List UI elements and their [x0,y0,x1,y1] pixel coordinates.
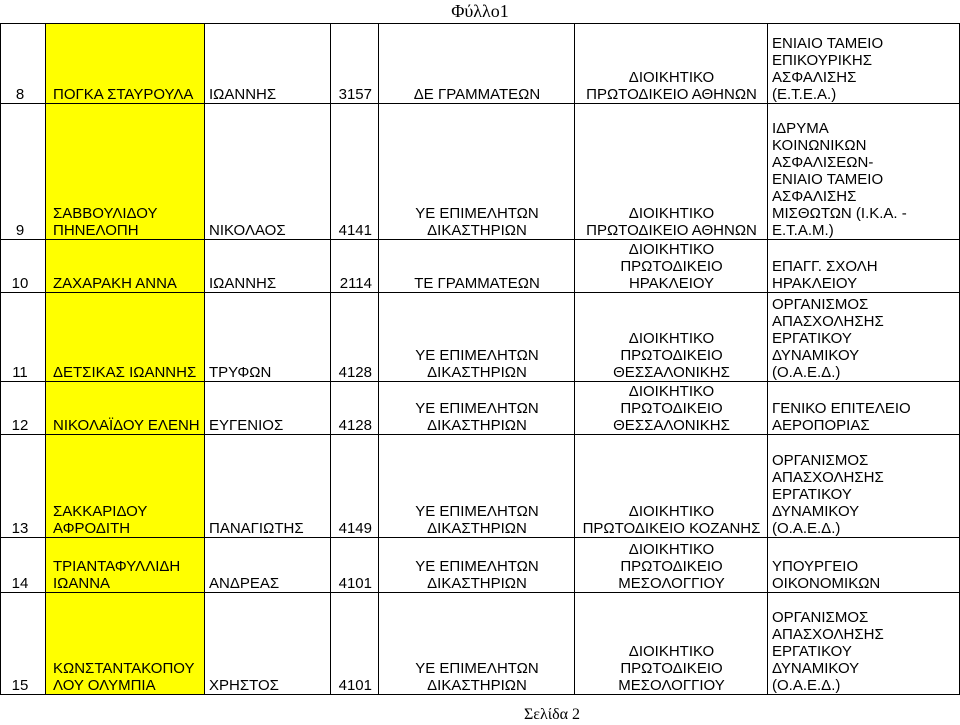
position-code: 2114 [331,240,379,293]
destination-org-line: ΑΣΦΑΛΙΣΗΣ [772,69,857,86]
father-name: ΝΙΚΟΛΑΟΣ [205,104,331,240]
position-title [379,104,575,240]
destination-org [768,104,960,240]
court-name-line: ΘΕΣΣΑΛΟΝΙΚΗΣ [613,364,730,381]
destination-org-line: ΑΣΦΑΛΙΣΕΩΝ- [772,154,874,171]
table-row [1,382,960,435]
employee-name [46,24,205,104]
employee-name-line: ΤΡΙΑΝΤΑΦΥΛΛΙΔΗ [53,558,181,575]
transfer-table [0,23,960,695]
position-code: 4141 [331,104,379,240]
court-name [575,240,768,293]
employee-name [46,104,205,240]
father-name: ΤΡΥΦΩΝ [205,293,331,382]
destination-org [768,382,960,435]
employee-name-line: ΣΑΒΒΟΥΛΙΔΟΥ [53,205,158,222]
court-name [575,435,768,538]
destination-org-line: ΕΡΓΑΤΙΚΟΥ [772,643,852,660]
court-name [575,293,768,382]
court-name-line: ΔΙΟΙΚΗΤΙΚΟ [628,330,715,347]
destination-org-line: ΟΡΓΑΝΙΣΜΟΣ [772,609,869,626]
employee-name [46,435,205,538]
court-name [575,538,768,593]
employee-name-line: ΖΑΧΑΡΑΚΗ ΑΝΝΑ [53,275,177,292]
row-number: 9 [1,104,46,240]
employee-name-line: ΠΗΝΕΛΟΠΗ [53,222,139,239]
court-name [575,382,768,435]
destination-org-line: ΔΥΝΑΜΙΚΟΥ [772,347,860,364]
row-number: 15 [1,593,46,695]
court-name [575,24,768,104]
court-name-line: ΔΙΟΙΚΗΤΙΚΟ [628,383,715,400]
position-title-line: ΥΕ ΕΠΙΜΕΛΗΤΩΝ [415,660,539,677]
destination-org [768,435,960,538]
destination-org-line: ΕΠΑΓΓ. ΣΧΟΛΗ [772,258,878,275]
court-name-line: ΔΙΟΙΚΗΤΙΚΟ [628,241,715,258]
position-code: 4101 [331,593,379,695]
table-row [1,240,960,293]
table-row [1,293,960,382]
position-code: 4128 [331,293,379,382]
destination-org-line: ΕΡΓΑΤΙΚΟΥ [772,486,852,503]
page-footer: Σελίδα 2 [523,706,580,723]
employee-name-line: ΠΟΓΚΑ ΣΤΑΥΡΟΥΛΑ [53,86,194,103]
destination-org-line: ΑΕΡΟΠΟΡΙΑΣ [772,417,870,434]
destination-org-line: ΑΠΑΣΧΟΛΗΣΗΣ [772,313,884,330]
court-name [575,593,768,695]
destination-org [768,293,960,382]
employee-name-line: ΛΟΥ ΟΛΥΜΠΙΑ [53,677,156,694]
father-name: ΧΡΗΣΤΟΣ [205,593,331,695]
employee-name [46,593,205,695]
court-name-line: ΜΕΣΟΛΟΓΓΙΟΥ [618,575,725,592]
destination-org-line: ΙΔΡΥΜΑ [772,120,829,137]
position-code: 4128 [331,382,379,435]
court-name-line: ΠΡΩΤΟΔΙΚΕΙΟ ΑΘΗΝΩΝ [586,86,757,103]
court-name-line: ΠΡΩΤΟΔΙΚΕΙΟ [620,660,723,677]
destination-org-line: ΟΙΚΟΝΟΜΙΚΩΝ [772,575,881,592]
father-name: ΙΩΑΝΝΗΣ [205,240,331,293]
position-title [379,435,575,538]
position-title [379,538,575,593]
court-name-line: ΠΡΩΤΟΔΙΚΕΙΟ [620,558,723,575]
destination-org-line: Ε.Τ.Α.Μ.) [772,222,834,239]
employee-name-line: ΣΑΚΚΑΡΙΔΟΥ [53,503,148,520]
court-name-line: ΔΙΟΙΚΗΤΙΚΟ [628,205,715,222]
position-title [379,24,575,104]
row-number: 10 [1,240,46,293]
table-body [1,24,960,695]
destination-org-line: ΚΟΙΝΩΝΙΚΩΝ [772,137,867,154]
destination-org [768,240,960,293]
court-name-line: ΠΡΩΤΟΔΙΚΕΙΟ [620,347,723,364]
position-title-line: ΥΕ ΕΠΙΜΕΛΗΤΩΝ [415,347,539,364]
employee-name [46,240,205,293]
destination-org-line: ΟΡΓΑΝΙΣΜΟΣ [772,452,869,469]
position-title-line: ΥΕ ΕΠΙΜΕΛΗΤΩΝ [415,400,539,417]
destination-org-line: ΜΙΣΘΩΤΩΝ (Ι.Κ.Α. - [772,205,907,222]
position-title-line: ΥΕ ΕΠΙΜΕΛΗΤΩΝ [415,558,539,575]
destination-org-line: (Ο.Α.Ε.Δ.) [772,677,841,694]
court-name-line: ΠΡΩΤΟΔΙΚΕΙΟ ΑΘΗΝΩΝ [586,222,757,239]
destination-org-line: ΟΡΓΑΝΙΣΜΟΣ [772,296,869,313]
destination-org-line: ΕΡΓΑΤΙΚΟΥ [772,330,852,347]
position-title-line: ΔΙΚΑΣΤΗΡΙΩΝ [427,677,527,694]
position-title-line: ΔΕ ΓΡΑΜΜΑΤΕΩΝ [413,86,541,103]
destination-org-line: ΑΠΑΣΧΟΛΗΣΗΣ [772,469,884,486]
row-number: 13 [1,435,46,538]
destination-org-line: (Ο.Α.Ε.Δ.) [772,364,841,381]
destination-org-line: ΗΡΑΚΛΕΙΟΥ [772,275,858,292]
destination-org [768,24,960,104]
court-name-line: ΔΙΟΙΚΗΤΙΚΟ [628,541,715,558]
court-name [575,104,768,240]
table-row [1,24,960,104]
position-code: 3157 [331,24,379,104]
court-name-line: ΠΡΩΤΟΔΙΚΕΙΟ [620,258,723,275]
position-title-line: ΔΙΚΑΣΤΗΡΙΩΝ [427,575,527,592]
position-title-line: ΥΕ ΕΠΙΜΕΛΗΤΩΝ [415,205,539,222]
court-name-line: ΔΙΟΙΚΗΤΙΚΟ [628,643,715,660]
employee-name [46,293,205,382]
position-title [379,240,575,293]
sheet-title: Φύλλο1 [451,1,509,21]
table-row [1,435,960,538]
position-title [379,382,575,435]
court-name-line: ΜΕΣΟΛΟΓΓΙΟΥ [618,677,725,694]
table-row [1,104,960,240]
employee-name-line: ΙΩΑΝΝΑ [53,575,111,592]
destination-org-line: ΔΥΝΑΜΙΚΟΥ [772,660,860,677]
destination-org-line: ΓΕΝΙΚΟ ΕΠΙΤΕΛΕΙΟ [772,400,911,417]
position-title [379,593,575,695]
row-number: 8 [1,24,46,104]
destination-org-line: ΕΝΙΑΙΟ ΤΑΜΕΙΟ [772,35,884,52]
destination-org-line: (Ε.Τ.Ε.Α.) [772,86,837,103]
row-number: 12 [1,382,46,435]
destination-org-line: ΥΠΟΥΡΓΕΙΟ [772,558,859,575]
destination-org-line: ΑΣΦΑΛΙΣΗΣ [772,188,857,205]
court-name-line: ΔΙΟΙΚΗΤΙΚΟ [628,503,715,520]
court-name-line: ΔΙΟΙΚΗΤΙΚΟ [628,69,715,86]
destination-org-line: ΔΥΝΑΜΙΚΟΥ [772,503,860,520]
father-name: ΑΝΔΡΕΑΣ [205,538,331,593]
destination-org [768,593,960,695]
position-title-line: ΔΙΚΑΣΤΗΡΙΩΝ [427,364,527,381]
father-name: ΠΑΝΑΓΙΩΤΗΣ [205,435,331,538]
position-code: 4149 [331,435,379,538]
court-name-line: ΘΕΣΣΑΛΟΝΙΚΗΣ [613,417,730,434]
father-name: ΕΥΓΕΝΙΟΣ [205,382,331,435]
position-title-line: ΥΕ ΕΠΙΜΕΛΗΤΩΝ [415,503,539,520]
court-name-line: ΗΡΑΚΛΕΙΟΥ [628,275,715,292]
row-number: 14 [1,538,46,593]
employee-name-line: ΚΩΝΣΤΑΝΤΑΚΟΠΟΥ [53,660,195,677]
destination-org [768,538,960,593]
position-title-line: ΔΙΚΑΣΤΗΡΙΩΝ [427,222,527,239]
position-code: 4101 [331,538,379,593]
destination-org-line: ΕΠΙΚΟΥΡΙΚΗΣ [772,52,873,69]
court-name-line: ΠΡΩΤΟΔΙΚΕΙΟ [620,400,723,417]
position-title-line: ΤΕ ΓΡΑΜΜΑΤΕΩΝ [414,275,540,292]
destination-org-line: ΕΝΙΑΙΟ ΤΑΜΕΙΟ [772,171,884,188]
row-number: 11 [1,293,46,382]
employee-name-line: ΑΦΡΟΔΙΤΗ [53,520,131,537]
table-row [1,593,960,695]
position-title-line: ΔΙΚΑΣΤΗΡΙΩΝ [427,417,527,434]
employee-name-line: ΔΕΤΣΙΚΑΣ ΙΩΑΝΝΗΣ [53,364,197,381]
court-name-line: ΠΡΩΤΟΔΙΚΕΙΟ ΚΟΖΑΝΗΣ [582,520,761,537]
destination-org-line: ΑΠΑΣΧΟΛΗΣΗΣ [772,626,884,643]
employee-name [46,538,205,593]
destination-org-line: (Ο.Α.Ε.Δ.) [772,520,841,537]
father-name: ΙΩΑΝΝΗΣ [205,24,331,104]
employee-name [46,382,205,435]
table-row [1,538,960,593]
position-title [379,293,575,382]
employee-name-line: ΝΙΚΟΛΑΪΔΟΥ ΕΛΕΝΗ [53,417,200,434]
position-title-line: ΔΙΚΑΣΤΗΡΙΩΝ [427,520,527,537]
